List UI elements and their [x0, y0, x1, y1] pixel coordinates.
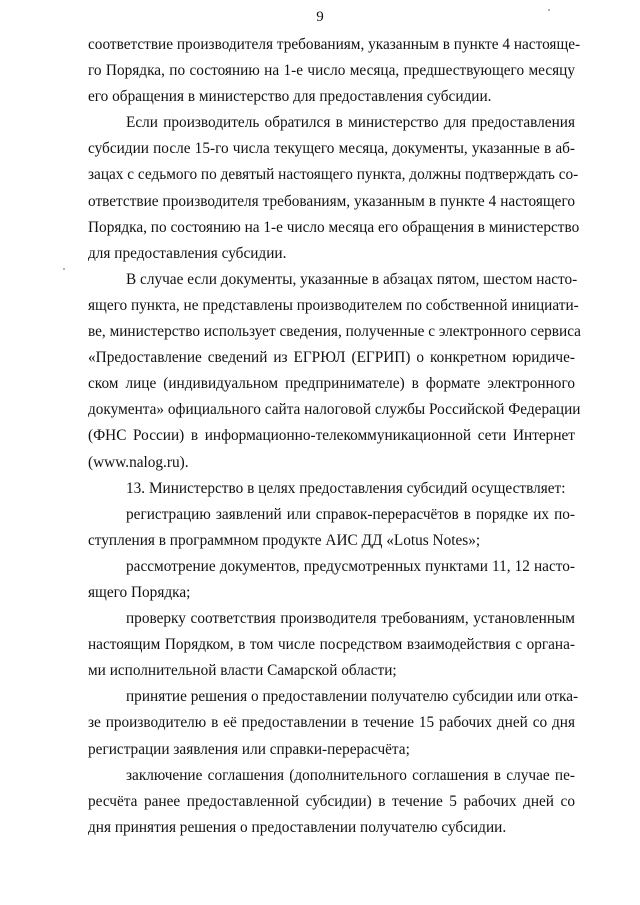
text-line: ящего пункта, не представлены производителем по собственной инициати- — [88, 296, 579, 314]
text-line: Если производитель обратился в министерство для предоставления — [126, 114, 575, 132]
text-line: ящего Порядка; — [88, 583, 191, 601]
paragraph — [88, 32, 581, 110]
text-line: 13. Министерство в целях предоставления субсидий осуществляет: — [126, 479, 566, 497]
text-line: зацах с седьмого по девятый настоящего пункта, должны подтверждать со- — [88, 166, 579, 184]
paragraph — [88, 763, 575, 841]
text-line: принятие решения о предоставлении получателю субсидии или отка- — [126, 688, 579, 706]
text-line: настоящим Порядком, в том числе посредством взаимодействия с органа- — [88, 636, 575, 654]
paragraph — [88, 684, 579, 762]
text-line: ресчёта ранее предоставленной субсидии) в течение 5 рабочих дней со — [88, 792, 575, 810]
text-line: ском лице (индивидуальном предпринимателе) в формате электронного — [88, 375, 575, 393]
page-number: 9 — [316, 9, 324, 25]
text-line: Порядка, по состоянию на 1-е число месяца его обращения в министерство — [88, 218, 580, 236]
text-line: его обращения в министерство для предоставления субсидии. — [88, 88, 492, 106]
text-line: дня принятия решения о предоставлении получателю субсидии. — [88, 818, 507, 836]
paragraph — [88, 502, 575, 554]
text-line: соответствие производителя требованиям, указанным в пункте 4 настояще- — [88, 36, 581, 53]
text-line: ступления в программном продукте АИС ДД «Lotus Notes»; — [88, 531, 481, 549]
text-line: (www.nalog.ru). — [88, 453, 189, 471]
text-line: субсидии после 15-го числа текущего месяца, документы, указанные в аб- — [88, 140, 575, 158]
text-line: В случае если документы, указанные в абзацах пятом, шестом насто- — [126, 270, 578, 288]
text-line: проверку соответствия производителя требованиям, установленным — [126, 610, 575, 628]
text-line: ве, министерство использует сведения, полученные с электронного сервиса — [88, 323, 581, 341]
text-line: зе производителю в её предоставлении в течение 15 рабочих дней со дня — [88, 714, 575, 732]
text-line: ответствие производителя требованиям, указанным в пункте 4 настоящего — [88, 192, 575, 210]
text-line: рассмотрение документов, предусмотренных пунктами 11, 12 насто- — [126, 557, 575, 575]
text-line: (ФНС России) в информационно-телекоммуникационной сети Интернет — [88, 427, 575, 445]
document-body — [88, 32, 581, 841]
paragraph — [88, 606, 575, 684]
scan-speck — [548, 9, 550, 11]
text-line: го Порядка, по состоянию на 1-е число месяца, предшествующего месяцу — [88, 62, 575, 80]
text-line: документа» официального сайта налоговой службы Российской Федерации — [88, 401, 581, 419]
text-line: ми исполнительной власти Самарской области; — [88, 662, 397, 680]
paragraph — [88, 267, 581, 476]
scan-speck — [63, 268, 65, 270]
text-line: «Предоставление сведений из ЕГРЮЛ (ЕГРИП) о конкретном юридиче- — [88, 349, 575, 367]
paragraph — [88, 476, 575, 502]
paragraph — [88, 554, 575, 606]
paragraph — [88, 110, 580, 267]
text-line: регистрации заявления или справки-перерасчёта; — [88, 740, 410, 758]
text-line: для предоставления субсидии. — [88, 244, 287, 262]
text-line: заключение соглашения (дополнительного соглашения в случае пе- — [126, 766, 575, 784]
text-line: регистрацию заявлений или справок-перерасчётов в порядке их по- — [126, 505, 575, 523]
